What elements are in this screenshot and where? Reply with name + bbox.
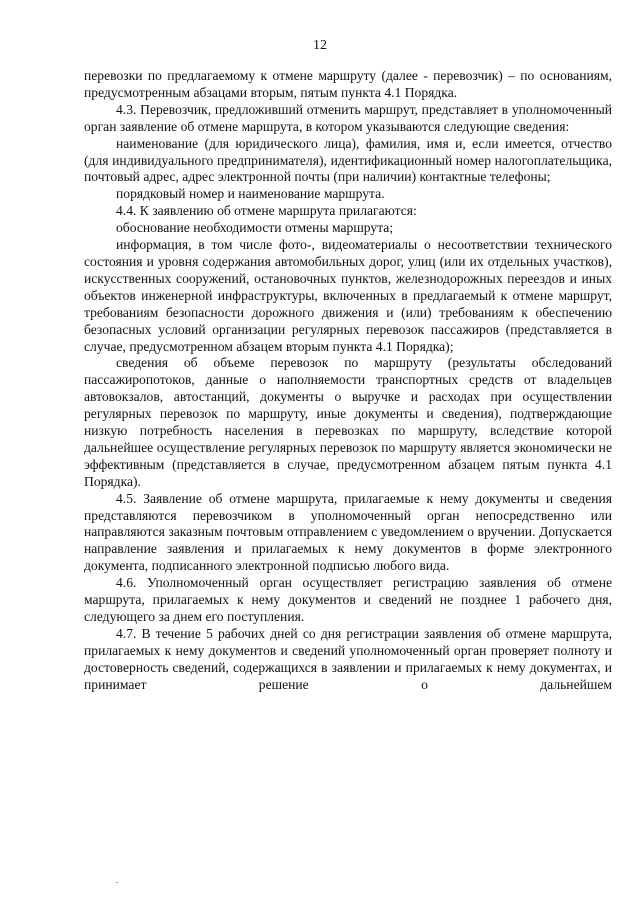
scan-mark — [116, 882, 118, 883]
page-number: 12 — [313, 38, 327, 53]
paragraph-carrier-details: наименование (для юридического лица), фамилия, имя и, если имеется, отчество (для индивидуального предпринимателя), идентификационный номер налогоплательщика, почтовый адрес, адрес электронной почты (при наличии) контактные телефоны; — [84, 135, 612, 185]
paragraph-4-7: 4.7. В течение 5 рабочих дней со дня регистрации заявления об отмене маршрута, прилагаемых к нему документов и сведений уполномоченный орган проверяет полноту и достоверность сведений, содержащихся в заявлении и прилагаемых к нему документах, и принимает решение о дальнейшем — [84, 625, 612, 692]
paragraph-traffic-volume: сведения об объеме перевозок по маршруту (результаты обследований пассажиропотоков, данные о наполняемости транспортных средств от владельцев автовокзалов, автостанций, документы о выручке и расходах при осуществлении регулярных перевозок по маршруту, иные документы и сведения), подтверждающие низкую потребность населения в перевозках по маршруту, вследствие которой дальнейшее осуществление регулярных перевозок по маршруту является экономически не эффективным (представляется в случае, предусмотренном абзацем пятым пункта 4.1 Порядка). — [84, 355, 612, 489]
document-body — [84, 68, 612, 694]
paragraph-route-cancellation-carrier: перевозки по предлагаемому к отмене маршруту (далее - перевозчик) – по основаниям, предусмотренным абзацами вторым, пятым пункта 4.1 Порядка. — [84, 68, 612, 100]
paragraph-4-5: 4.5. Заявление об отмене маршрута, прилагаемые к нему документы и сведения представляются перевозчиком в уполномоченный орган непосредственно или направляются заказным почтовым отправлением с уведомлением о вручении. Допускается направление заявления и прилагаемых к нему документов в форме электронного документа, подписанного электронной подписью любого вида. — [84, 490, 612, 574]
paragraph-4-4: 4.4. К заявлению об отмене маршрута прилагаются: — [116, 203, 417, 219]
paragraph-4-3: 4.3. Перевозчик, предложивший отменить маршрут, представляет в уполномоченный орган заявление об отмене маршрута, в котором указываются следующие сведения: — [84, 101, 612, 134]
paragraph-justification: обоснование необходимости отмены маршрута; — [116, 220, 394, 236]
paragraph-4-6: 4.6. Уполномоченный орган осуществляет регистрацию заявления об отмене маршрута, прилагаемых к нему документов и сведений не позднее 1 рабочего дня, следующего за днем его поступления. — [84, 575, 612, 624]
paragraph-route-number: порядковый номер и наименование маршрута. — [116, 186, 385, 202]
paragraph-road-condition-info: информация, в том числе фото-, видеоматериалы о несоответствии технического состояния и уровня содержания автомобильных дорог, улиц (или их отдельных участков), искусственных сооружений, остановочных пунктов, железнодорожных переездов и иных объектов инженерной инфраструктуры, включенных в предлагаемый к отмене маршрут, требованиям безопасности дорожного движения и (или) требованиям к обеспечению безопасных условий организации регулярных перевозок пассажиров (представляется в случае, предусмотренном абзацем вторым пункта 4.1 Порядка); — [84, 237, 612, 354]
